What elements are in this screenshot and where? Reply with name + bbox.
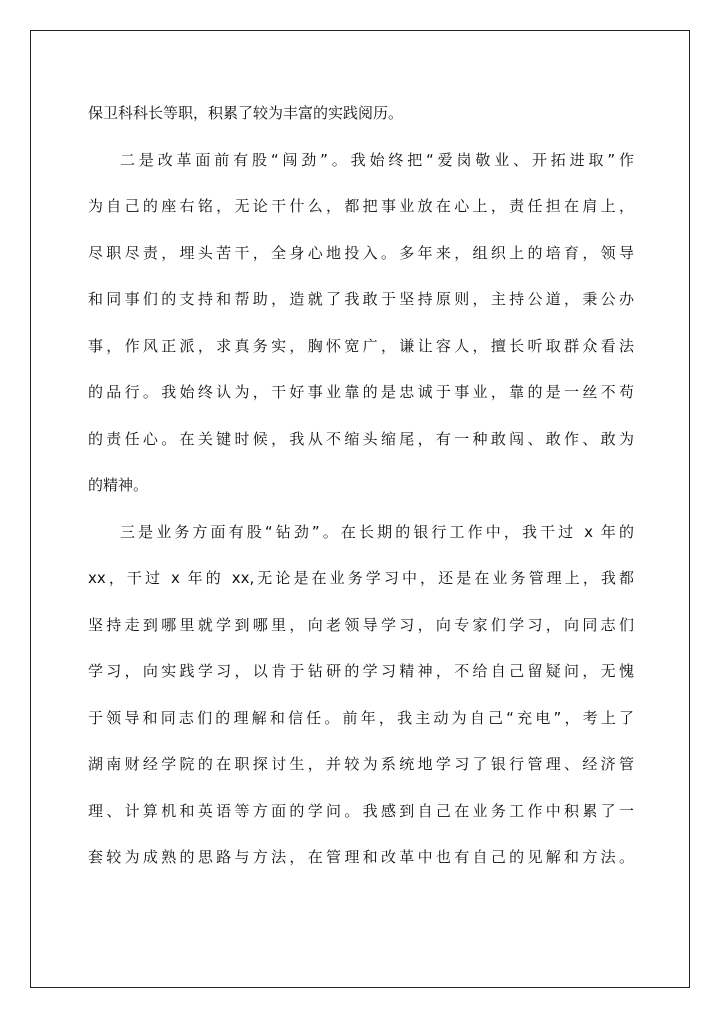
text-line: 理、计算机和英语等方面的学问。我感到自己在业务工作中积累了一 (88, 801, 634, 820)
text-line: 坚持走到哪里就学到哪里，向老领导学习，向专家们学习，向同志们 (88, 615, 634, 634)
document-body (88, 90, 634, 881)
text-line: 湖南财经学院的在职探讨生，并较为系统地学习了银行管理、经济管 (88, 755, 634, 773)
text-line: 尽职尽责，埋头苦干，全身心地投入。多年来，组织上的培育，领导 (88, 243, 634, 262)
text-line: 事，作风正派，求真务实，胸怀宽广，谦让容人，擅长听取群众看法 (88, 336, 634, 355)
text-line: 三是业务方面有股“钻劲”。在长期的银行工作中，我干过 x 年的 (120, 522, 634, 541)
text-line: 保卫科科长等职，积累了较为丰富的实践阅历。 (88, 104, 404, 122)
text-line: xx，干过 x 年的 xx,无论是在业务学习中，还是在业务管理上，我都 (88, 569, 634, 587)
text-line: 的品行。我始终认为，干好事业靠的是忠诚于事业，靠的是一丝不苟 (88, 383, 634, 401)
text-line: 为自己的座右铭，无论干什么，都把事业放在心上，责任担在肩上， (88, 197, 634, 215)
text-line: 套较为成熟的思路与方法，在管理和改革中也有自己的见解和方法。 (88, 848, 634, 866)
text-line: 的精神。 (88, 476, 149, 494)
text-line: 的责任心。在关键时候，我从不缩头缩尾，有一种敢闯、敢作、敢为 (88, 429, 634, 448)
text-line: 于领导和同志们的理解和信任。前年，我主动为自己“充电”，考上了 (88, 708, 634, 727)
text-line: 学习，向实践学习，以肯于钻研的学习精神，不给自己留疑问，无愧 (88, 662, 634, 680)
text-line: 二是改革面前有股“闯劲”。我始终把“爱岗敬业、开拓进取”作 (120, 150, 634, 169)
text-line: 和同事们的支持和帮助，造就了我敢于坚持原则，主持公道，秉公办 (88, 290, 634, 308)
